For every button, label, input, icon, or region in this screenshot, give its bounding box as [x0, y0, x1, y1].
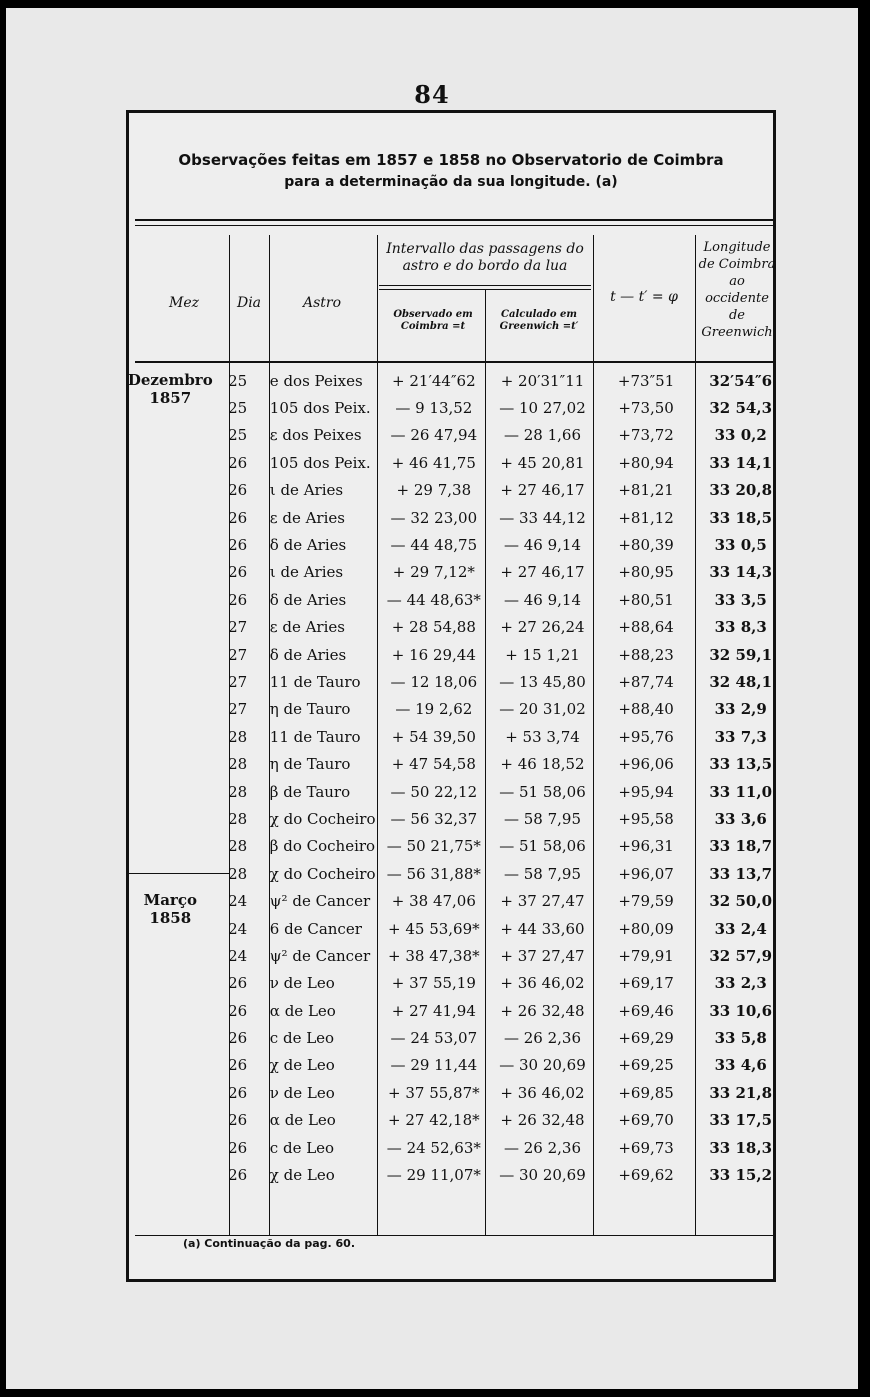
cell-calculado: + 37 27,47	[500, 946, 585, 965]
cell-astro: δ de Aries	[269, 590, 347, 609]
cell-longitude: 33 20,8	[709, 481, 773, 500]
cell-calculado: — 10 27,02	[499, 399, 586, 418]
cell-dia: 28	[228, 864, 248, 883]
cell-observado: — 44 48,63*	[386, 590, 481, 609]
header-calculado: Calculado em Greenwich =t′	[499, 309, 579, 332]
cell-diff: +80,51	[618, 590, 674, 609]
cell-dia: 26	[228, 508, 248, 527]
cell-longitude: 32 54,3	[709, 399, 773, 418]
table-row	[123, 887, 785, 914]
header-dia: Dia	[236, 295, 262, 311]
header-intervallo: Intervallo das passagens do astro e do bordo da lua	[386, 241, 584, 274]
title-rule-thin	[135, 225, 773, 226]
cell-longitude: 33 0,5	[714, 536, 767, 555]
cell-longitude: 32 57,9	[709, 946, 773, 965]
cell-longitude: 33 17,5	[709, 1111, 773, 1130]
table-row	[123, 1161, 785, 1188]
cell-dia: 24	[228, 919, 248, 938]
cell-astro: η de Tauro	[269, 755, 351, 774]
cell-longitude: 33 18,3	[709, 1138, 773, 1157]
cell-dia: 26	[228, 974, 248, 993]
cell-calculado: — 26 2,36	[503, 1029, 581, 1048]
cell-longitude: 33 2,3	[714, 974, 767, 993]
table-row	[123, 997, 785, 1024]
cell-calculado: — 33 44,12	[499, 508, 586, 527]
cell-diff: +88,40	[618, 700, 674, 719]
cell-astro: δ de Aries	[269, 536, 347, 555]
cell-calculado: — 28 1,66	[503, 426, 581, 445]
cell-dia: 28	[228, 782, 248, 801]
cell-longitude: 33 2,9	[714, 700, 767, 719]
cell-diff: +95,94	[618, 782, 674, 801]
cell-dia: 26	[228, 1166, 248, 1185]
cell-astro: c de Leo	[269, 1029, 335, 1048]
cell-astro: 105 dos Peix.	[269, 399, 371, 418]
cell-longitude: 33 8,3	[714, 618, 767, 637]
cell-observado: + 47 54,58	[391, 755, 476, 774]
cell-diff: +80,94	[618, 453, 674, 472]
cell-dia: 26	[228, 1138, 248, 1157]
cell-astro: ν de Leo	[269, 974, 335, 993]
cell-diff: +69,62	[618, 1166, 674, 1185]
cell-observado: — 24 52,63*	[386, 1138, 481, 1157]
cell-dia: 26	[228, 536, 248, 555]
cell-dia: 27	[228, 618, 248, 637]
table-row	[123, 750, 785, 777]
table-row	[123, 778, 785, 805]
table-row	[123, 696, 785, 723]
cell-observado: — 56 31,88*	[386, 864, 481, 883]
cell-observado: — 29 11,07*	[386, 1166, 481, 1185]
table-row	[123, 559, 785, 586]
cell-observado: + 27 41,94	[391, 1001, 476, 1020]
cell-longitude: 33 13,7	[709, 864, 773, 883]
cell-calculado: + 53 3,74	[505, 727, 580, 746]
cell-calculado: — 26 2,36	[503, 1138, 581, 1157]
cell-astro: ε de Aries	[269, 508, 345, 527]
cell-longitude: 32 48,1	[709, 672, 773, 691]
cell-astro: 105 dos Peix.	[269, 453, 371, 472]
cell-observado: + 37 55,87*	[388, 1083, 480, 1102]
cell-diff: +73″51	[617, 371, 675, 390]
table-row	[123, 805, 785, 832]
header-bottom-rule	[135, 361, 773, 363]
cell-dia: 28	[228, 837, 248, 856]
cell-observado: + 16 29,44	[391, 645, 476, 664]
cell-astro: δ de Aries	[269, 645, 347, 664]
cell-observado: — 19 2,62	[395, 700, 473, 719]
cell-longitude: 33 15,2	[709, 1166, 773, 1185]
cell-astro: ι de Aries	[269, 563, 344, 582]
cell-observado: + 38 47,38*	[388, 946, 480, 965]
table-title	[129, 149, 773, 193]
cell-longitude: 33 11,0	[709, 782, 773, 801]
cell-astro: ν de Leo	[269, 1083, 335, 1102]
cell-astro: 6 de Cancer	[269, 919, 362, 938]
table-row	[123, 422, 785, 449]
cell-calculado: + 44 33,60	[500, 919, 585, 938]
cell-diff: +80,09	[618, 919, 674, 938]
cell-astro: c de Leo	[269, 1138, 335, 1157]
cell-dia: 26	[228, 1001, 248, 1020]
book-page	[6, 8, 858, 1389]
cell-calculado: + 27 46,17	[500, 481, 585, 500]
table-row	[123, 1024, 785, 1051]
cell-dia: 26	[228, 481, 248, 500]
table-row	[123, 915, 785, 942]
table-row	[123, 668, 785, 695]
footnote: (a) Continuação da pag. 60.	[183, 1237, 356, 1250]
cell-calculado: — 46 9,14	[503, 536, 581, 555]
table-row	[123, 531, 785, 558]
cell-longitude: 33 21,8	[709, 1083, 773, 1102]
cell-astro: β do Cocheiro	[269, 837, 376, 856]
cell-calculado: — 30 20,69	[499, 1166, 586, 1185]
cell-astro: β de Tauro	[269, 782, 351, 801]
cell-astro: ι de Aries	[269, 481, 344, 500]
cell-dia: 27	[228, 645, 248, 664]
cell-observado: — 12 18,06	[390, 672, 478, 691]
title-line-1: Observações feitas em 1857 e 1858 no Observatorio de Coimbra	[178, 151, 724, 169]
cell-calculado: + 46 18,52	[500, 755, 585, 774]
table-row	[123, 1134, 785, 1161]
cell-astro: η de Tauro	[269, 700, 351, 719]
cell-longitude: 33 10,6	[709, 1001, 773, 1020]
header-diff: t — t′ = φ	[610, 289, 678, 305]
cell-astro: χ do Cocheiro	[269, 809, 376, 828]
month-label: Dezembro 1857	[127, 371, 213, 407]
cell-observado: + 37 55,19	[391, 974, 476, 993]
cell-dia: 24	[228, 892, 248, 911]
cell-diff: +87,74	[618, 672, 674, 691]
table-row	[123, 504, 785, 531]
table-row	[123, 942, 785, 969]
cell-calculado: — 51 58,06	[499, 837, 586, 856]
cell-longitude: 33 0,2	[714, 426, 767, 445]
cell-diff: +79,59	[618, 892, 674, 911]
cell-astro: ε dos Peixes	[269, 426, 362, 445]
cell-observado: + 27 42,18*	[388, 1111, 480, 1130]
cell-dia: 26	[228, 1111, 248, 1130]
cell-longitude: 33 13,5	[709, 755, 773, 774]
title-rule	[135, 219, 773, 221]
cell-diff: +69,46	[618, 1001, 674, 1020]
cell-astro: e dos Peixes	[269, 371, 363, 390]
table-frame	[126, 110, 776, 1282]
table-row	[123, 1079, 785, 1106]
cell-diff: +69,73	[618, 1138, 674, 1157]
cell-longitude: 33 14,1	[709, 453, 773, 472]
table-row	[123, 394, 785, 421]
month-label: Março 1858	[143, 891, 197, 928]
table-row	[123, 1107, 785, 1134]
cell-diff: +96,31	[618, 837, 674, 856]
cell-longitude: 33 5,8	[714, 1029, 767, 1048]
cell-dia: 26	[228, 590, 248, 609]
cell-calculado: — 20 31,02	[499, 700, 586, 719]
cell-calculado: + 20′31″11	[500, 371, 585, 390]
cell-calculado: + 27 46,17	[500, 563, 585, 582]
cell-calculado: + 15 1,21	[505, 645, 580, 664]
cell-dia: 27	[228, 700, 248, 719]
header-observado: Observado em Coimbra =t	[393, 309, 473, 332]
cell-calculado: — 58 7,95	[503, 809, 581, 828]
cell-diff: +73,50	[618, 399, 674, 418]
cell-calculado: — 51 58,06	[499, 782, 586, 801]
cell-diff: +69,29	[618, 1029, 674, 1048]
header-intervallo-rule	[379, 285, 591, 286]
cell-dia: 26	[228, 1083, 248, 1102]
cell-astro: 11 de Tauro	[269, 672, 361, 691]
cell-observado: — 32 23,00	[390, 508, 478, 527]
cell-observado: + 29 7,12*	[392, 563, 475, 582]
cell-calculado: + 27 26,24	[500, 618, 585, 637]
cell-longitude: 32 59,1	[709, 645, 773, 664]
cell-observado: — 9 13,52	[395, 399, 473, 418]
cell-dia: 26	[228, 1056, 248, 1075]
cell-longitude: 33 14,3	[709, 563, 773, 582]
cell-astro: ψ² de Cancer	[269, 892, 371, 911]
cell-longitude: 32′54″6	[709, 371, 773, 390]
cell-astro: 11 de Tauro	[269, 727, 361, 746]
cell-longitude: 33 7,3	[714, 727, 767, 746]
cell-diff: +69,17	[618, 974, 674, 993]
page-number: 84	[414, 80, 450, 109]
cell-longitude: 33 2,4	[714, 919, 767, 938]
header-mez: Mez	[169, 295, 199, 311]
table-row	[123, 641, 785, 668]
cell-observado: — 24 53,07	[390, 1029, 478, 1048]
cell-diff: +69,85	[618, 1083, 674, 1102]
cell-calculado: + 26 32,48	[500, 1001, 585, 1020]
cell-diff: +81,21	[618, 481, 674, 500]
cell-dia: 24	[228, 946, 248, 965]
cell-astro: ψ² de Cancer	[269, 946, 371, 965]
cell-observado: — 44 48,75	[390, 536, 478, 555]
cell-astro: α de Leo	[269, 1001, 336, 1020]
cell-diff: +95,58	[618, 809, 674, 828]
cell-diff: +88,23	[618, 645, 674, 664]
table-row	[123, 477, 785, 504]
cell-observado: — 50 22,12	[390, 782, 478, 801]
table-row	[123, 723, 785, 750]
cell-calculado: + 26 32,48	[500, 1111, 585, 1130]
cell-dia: 27	[228, 672, 248, 691]
cell-calculado: — 46 9,14	[503, 590, 581, 609]
cell-astro: χ de Leo	[269, 1166, 335, 1185]
cell-observado: + 38 47,06	[391, 892, 476, 911]
title-line-2: para a determinação da sua longitude. (a)	[284, 174, 618, 190]
cell-diff: +80,39	[618, 536, 674, 555]
cell-diff: +88,64	[618, 618, 674, 637]
cell-diff: +80,95	[618, 563, 674, 582]
table-row	[123, 860, 785, 887]
cell-longitude: 32 50,0	[709, 892, 773, 911]
cell-calculado: + 36 46,02	[500, 974, 585, 993]
cell-observado: + 29 7,38	[396, 481, 472, 500]
cell-observado: + 28 54,88	[391, 618, 476, 637]
cell-diff: +69,70	[618, 1111, 674, 1130]
cell-dia: 26	[228, 1029, 248, 1048]
cell-calculado: — 30 20,69	[499, 1056, 586, 1075]
cell-dia: 28	[228, 809, 248, 828]
cell-calculado: + 37 27,47	[500, 892, 585, 911]
cell-dia: 28	[228, 755, 248, 774]
observations-table	[123, 367, 785, 1189]
cell-calculado: + 45 20,81	[500, 453, 585, 472]
cell-observado: + 21′44″62	[392, 371, 476, 390]
cell-diff: +73,72	[618, 426, 674, 445]
cell-astro: χ do Cocheiro	[269, 864, 376, 883]
cell-longitude: 33 3,5	[714, 590, 767, 609]
cell-calculado: + 36 46,02	[500, 1083, 585, 1102]
header-astro: Astro	[302, 295, 342, 311]
cell-diff: +95,76	[618, 727, 674, 746]
cell-astro: χ de Leo	[269, 1056, 335, 1075]
cell-diff: +96,07	[618, 864, 674, 883]
cell-dia: 25	[228, 371, 248, 390]
table-row	[123, 367, 785, 394]
cell-calculado: — 58 7,95	[503, 864, 581, 883]
cell-diff: +79,91	[618, 946, 674, 965]
cell-longitude: 33 18,7	[709, 837, 773, 856]
cell-dia: 25	[228, 399, 248, 418]
table-row	[123, 833, 785, 860]
cell-dia: 28	[228, 727, 248, 746]
cell-observado: — 56 32,37	[390, 809, 478, 828]
header-longitude: Longitude de Coimbra ao occidente de Greenwich	[698, 240, 776, 340]
cell-observado: + 54 39,50	[391, 727, 476, 746]
table-row	[123, 970, 785, 997]
cell-calculado: — 13 45,80	[499, 672, 586, 691]
cell-dia: 26	[228, 563, 248, 582]
cell-longitude: 33 3,6	[714, 809, 767, 828]
cell-diff: +96,06	[618, 755, 674, 774]
table-row	[123, 449, 785, 476]
cell-diff: +81,12	[618, 508, 674, 527]
cell-astro: ε de Aries	[269, 618, 345, 637]
cell-observado: — 29 11,44	[390, 1056, 478, 1075]
cell-astro: α de Leo	[269, 1111, 336, 1130]
cell-observado: — 26 47,94	[390, 426, 478, 445]
cell-diff: +69,25	[618, 1056, 674, 1075]
cell-dia: 26	[228, 453, 248, 472]
cell-longitude: 33 4,6	[714, 1056, 767, 1075]
table-row	[123, 614, 785, 641]
table-row	[123, 586, 785, 613]
cell-observado: + 45 53,69*	[388, 919, 480, 938]
table-bottom-rule	[135, 1235, 773, 1236]
cell-dia: 25	[228, 426, 248, 445]
cell-longitude: 33 18,5	[709, 508, 773, 527]
table-row	[123, 1052, 785, 1079]
cell-observado: — 50 21,75*	[386, 837, 481, 856]
cell-observado: + 46 41,75	[391, 453, 476, 472]
